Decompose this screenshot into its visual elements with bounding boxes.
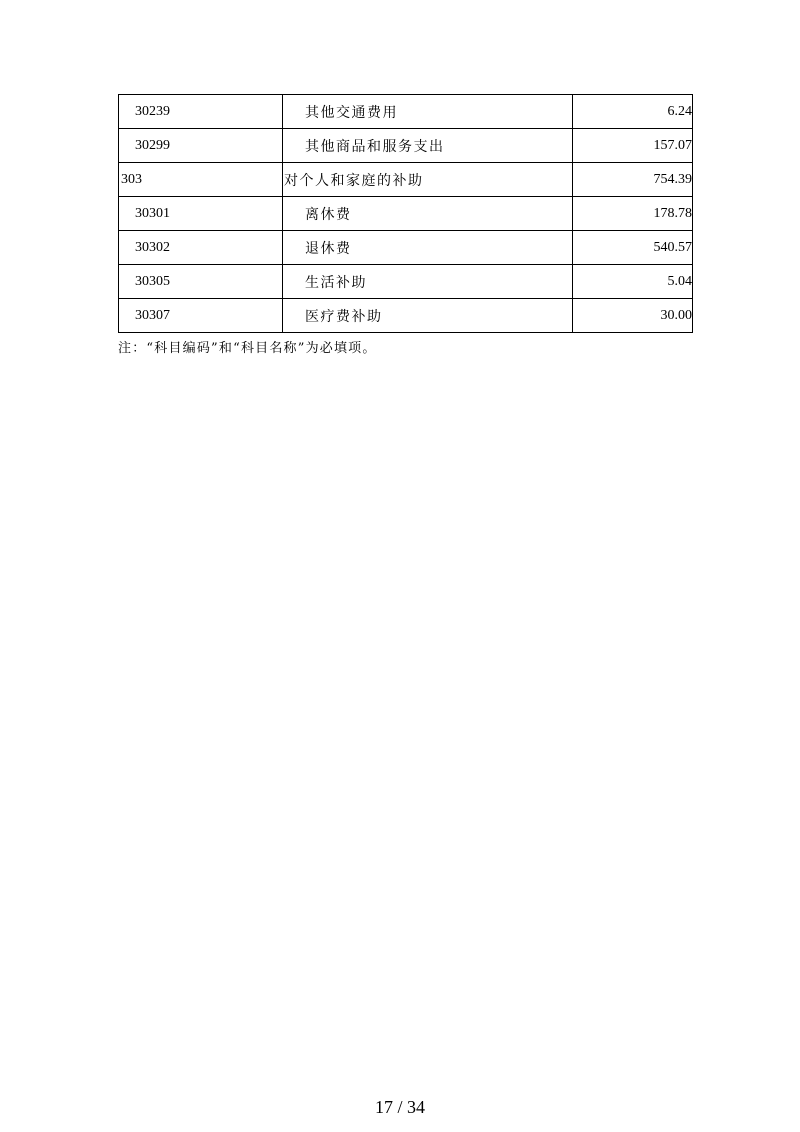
budget-table-body <box>119 95 693 333</box>
table-row <box>119 197 693 231</box>
subject-name-cell: 其他商品和服务支出 <box>283 129 573 163</box>
table-row <box>119 265 693 299</box>
amount-cell: 754.39 <box>573 163 693 197</box>
amount-cell: 178.78 <box>573 197 693 231</box>
table-row <box>119 95 693 129</box>
table-row <box>119 129 693 163</box>
subject-code-cell: 30299 <box>119 129 283 163</box>
subject-code-cell: 30307 <box>119 299 283 333</box>
subject-name-cell: 医疗费补助 <box>283 299 573 333</box>
subject-code-cell: 30239 <box>119 95 283 129</box>
subject-name-cell: 对个人和家庭的补助 <box>283 163 573 197</box>
subject-code-cell: 30302 <box>119 231 283 265</box>
page-number: 17 / 34 <box>374 1097 425 1117</box>
subject-name-cell: 其他交通费用 <box>283 95 573 129</box>
subject-code-cell: 303 <box>119 163 283 197</box>
subject-name-cell: 退休费 <box>283 231 573 265</box>
subject-code-cell: 30305 <box>119 265 283 299</box>
table-footnote: 注：“科目编码”和“科目名称”为必填项。 <box>118 341 377 356</box>
table-row <box>119 299 693 333</box>
amount-cell: 30.00 <box>573 299 693 333</box>
amount-cell: 6.24 <box>573 95 693 129</box>
subject-code-cell: 30301 <box>119 197 283 231</box>
table-row <box>119 163 693 197</box>
budget-table <box>118 94 693 333</box>
amount-cell: 157.07 <box>573 129 693 163</box>
amount-cell: 5.04 <box>573 265 693 299</box>
amount-cell: 540.57 <box>573 231 693 265</box>
table-row <box>119 231 693 265</box>
subject-name-cell: 生活补助 <box>283 265 573 299</box>
subject-name-cell: 离休费 <box>283 197 573 231</box>
